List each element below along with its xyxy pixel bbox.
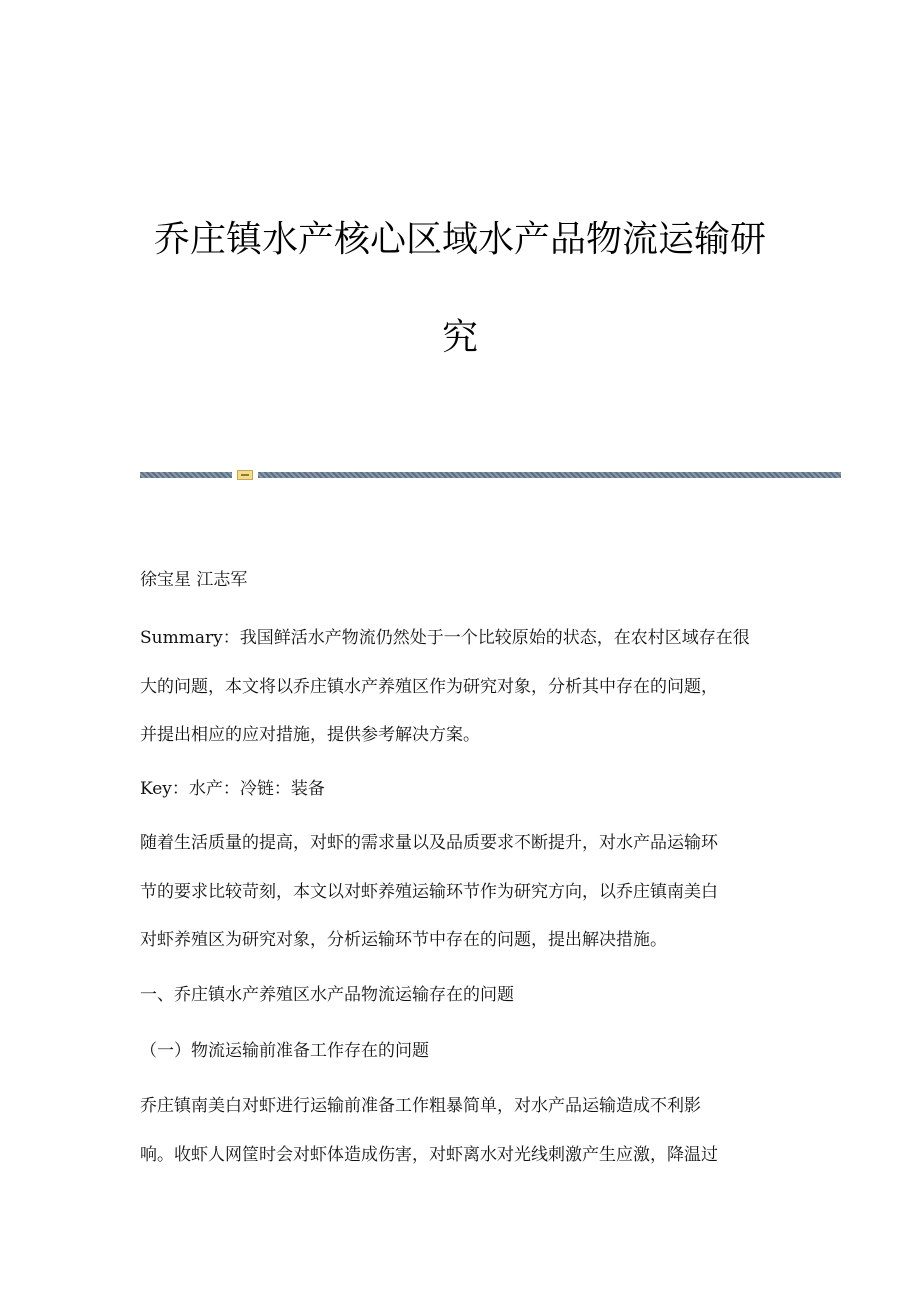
authors: 徐宝星 江志军 (140, 570, 248, 590)
subsection-heading: （一）物流运输前准备工作存在的问题 (140, 1041, 429, 1061)
section-heading: 一、乔庄镇水产养殖区水产品物流运输存在的问题 (140, 985, 514, 1005)
body-line-2: 响。收虾人网筐时会对虾体造成伤害，对虾离水对光线刺激产生应激，降温过 (140, 1145, 718, 1165)
intro-line-2: 节的要求比较苛刻，本文以对虾养殖运输环节作为研究方向，以乔庄镇南美白 (140, 882, 718, 902)
keywords: Key：水产：冷链：装备 (140, 779, 325, 799)
summary-line-2: 大的问题，本文将以乔庄镇水产养殖区作为研究对象，分析其中存在的问题， (140, 677, 718, 697)
summary-line-1: Summary：我国鲜活水产物流仍然处于一个比较原始的状态，在农村区域存在很 (140, 628, 750, 648)
intro-line-3: 对虾养殖区为研究对象，分析运输环节中存在的问题，提出解决措施。 (140, 930, 667, 950)
summary-line-3: 并提出相应的应对措施，提供参考解决方案。 (140, 725, 480, 745)
divider-ornament-icon (237, 470, 253, 480)
document-title-line-2: 究 (441, 317, 478, 358)
body-line-1: 乔庄镇南美白对虾进行运输前准备工作粗暴简单，对水产品运输造成不利影 (140, 1096, 701, 1116)
document-title-line-1: 乔庄镇水产核心区域水产品物流运输研 (153, 219, 766, 260)
decorative-divider (140, 470, 841, 480)
divider-right-segment (258, 472, 841, 478)
divider-left-segment (140, 472, 232, 478)
intro-line-1: 随着生活质量的提高，对虾的需求量以及品质要求不断提升，对水产品运输环 (140, 833, 718, 853)
